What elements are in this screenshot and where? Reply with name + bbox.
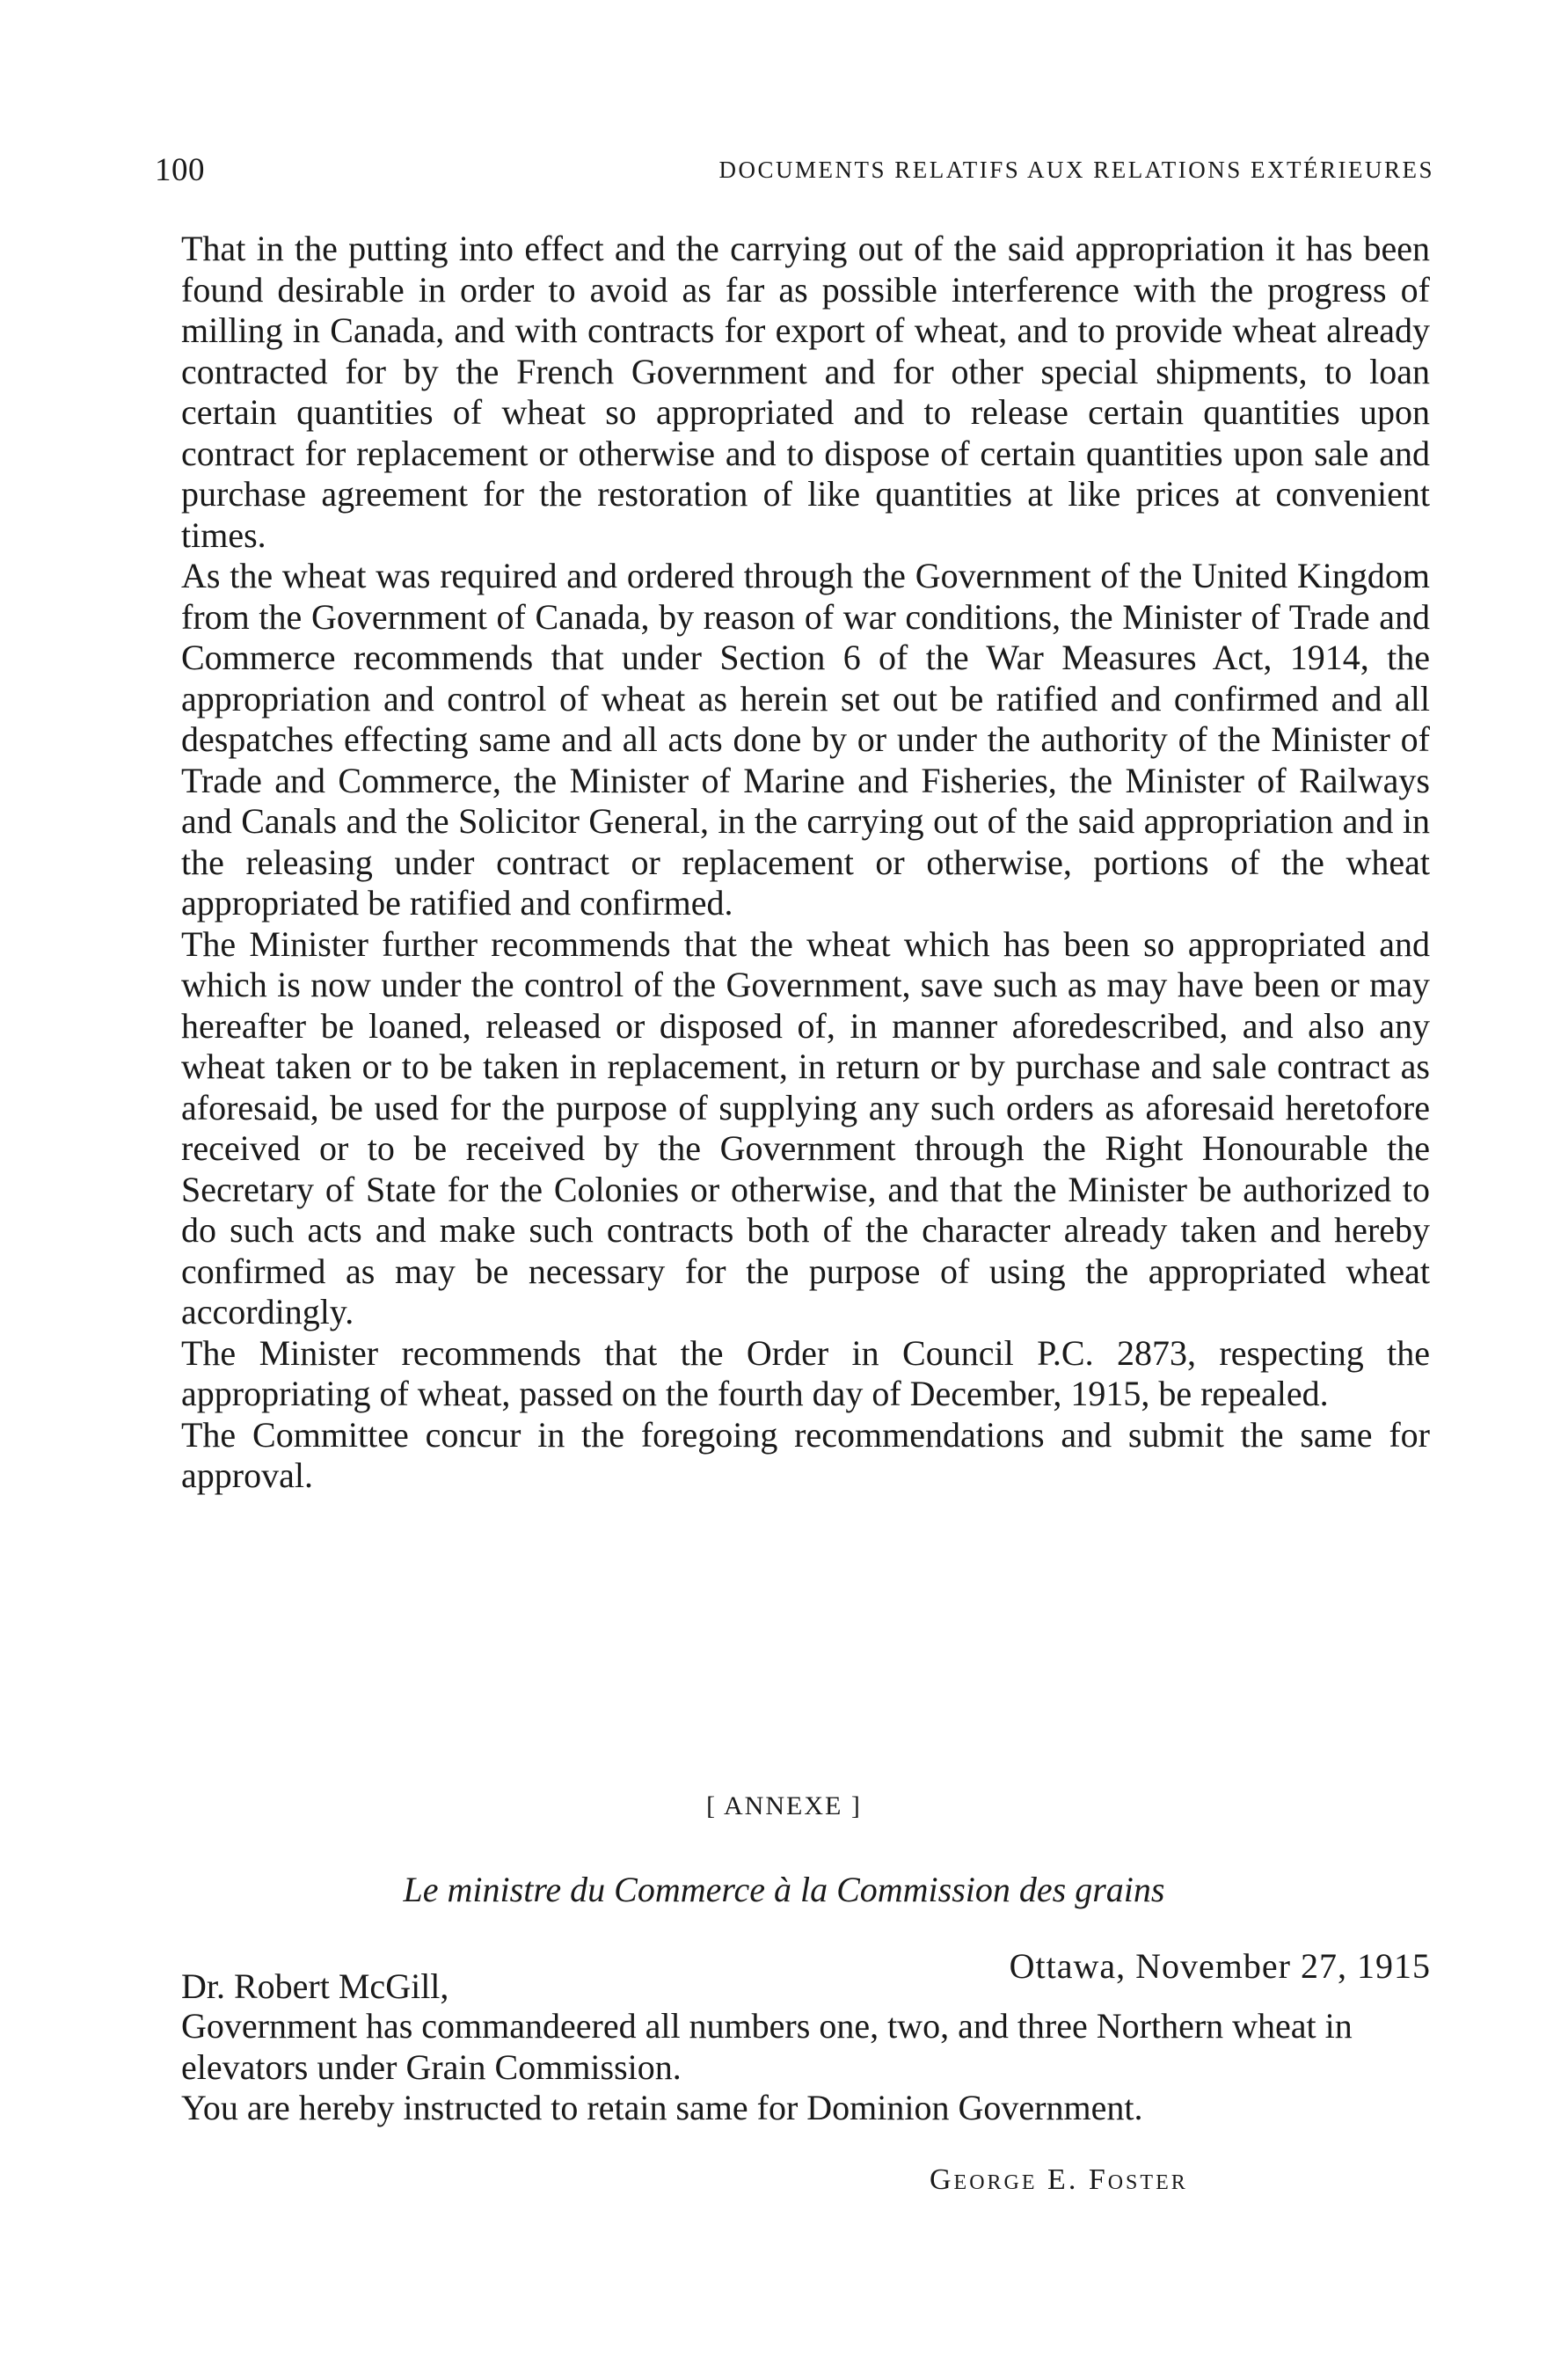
running-head: DOCUMENTS RELATIFS AUX RELATIONS EXTÉRIEURES [718,157,1434,183]
letter-signature: George E. Foster [930,2163,1188,2196]
paragraph: The Minister further recommends that the wheat which has been so appropriated and which is now under the control of the Government, save such as may have been or may hereafter be loaned, released or disposed of, in manner aforedescribed, and also any wheat taken or to be taken in replacement, in return or by purchase and sale contract as aforesaid, be used for the purpose of supplying any such orders as aforesaid heretofore received or to be received by the Government through the Right Honourable the Secretary of State for the Colonies or otherwise, and that the Minister be authorized to do such acts and make such contracts both of the character already taken and hereby confirmed as may be necessary for the purpose of using the appropriated wheat accordingly. [181,923,1430,1331]
page-number: 100 [155,152,205,188]
letter-paragraph: You are hereby instructed to retain same for Dominion Government. [181,2088,1143,2127]
letter-place-date: Ottawa, November 27, 1915 [1009,1946,1431,1986]
paragraph: That in the putting into effect and the carrying out of the said appropriation it has been found desirable in order to avoid as far as possible interference with the progress of milling in Canada, and with contracts for export of wheat, and to provide wheat already contracted for by the French Government and for other special shipments, to loan certain quantities of wheat so appropriated and to release certain quantities upon contract for replacement or otherwise and to dispose of certain quantities upon sale and purchase agreement for the restoration of like quantities at like prices at convenient times. [181,229,1430,555]
letter-body [181,2006,1430,2129]
letter-paragraph: Government has commandeered all numbers one, two, and three Northern wheat in elevators under Grain Commission. [181,2006,1353,2087]
annex-title: Le ministre du Commerce à la Commission des grains [403,1870,1165,1909]
paragraph: The Committee concur in the foregoing recommendations and submit the same for approval. [181,1414,1430,1495]
page-header [155,151,1434,204]
body-text [181,229,1430,1497]
letter-recipient: Dr. Robert McGill, [181,1966,449,2006]
annex-label: [ ANNEXE ] [706,1791,862,1820]
paragraph: The Minister recommends that the Order in Council P.C. 2873, respecting the appropriating of wheat, passed on the fourth day of December, 1915, be repealed. [181,1332,1430,1413]
paragraph: As the wheat was required and ordered through the Government of the United Kingdom from the Government of Canada, by reason of war conditions, the Minister of Trade and Commerce recommends that under Section 6 of the War Measures Act, 1914, the appropriation and control of wheat as herein set out be ratified and confirmed and all despatches effecting same and all acts done by or under the authority of the Minister of Trade and Commerce, the Minister of Marine and Fisheries, the Minister of Railways and Canals and the Solicitor General, in the carrying out of the said appropriation and in the releasing under contract or replacement or otherwise, portions of the wheat appropriated be ratified and confirmed. [181,556,1430,923]
